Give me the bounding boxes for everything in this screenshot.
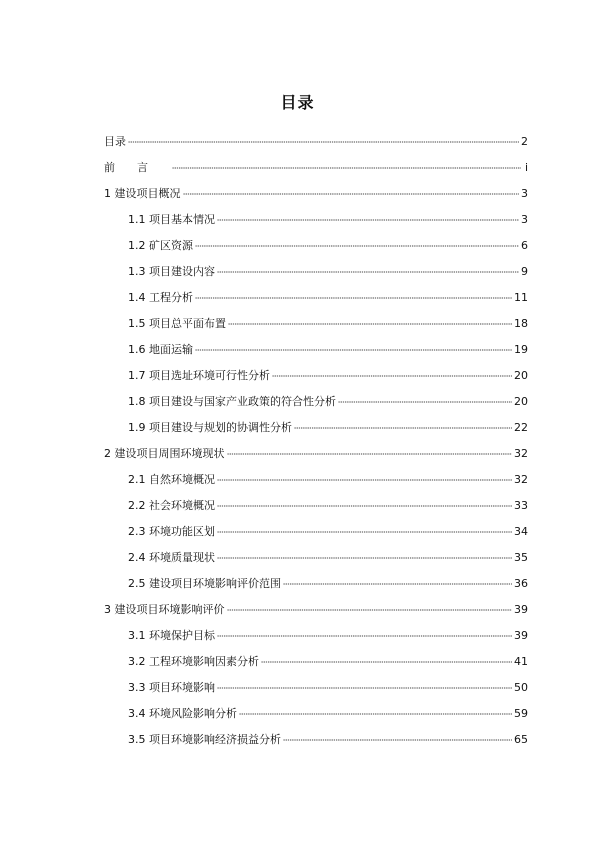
toc-entry-page: 50 <box>514 680 528 694</box>
toc-entry[interactable] <box>104 388 528 414</box>
toc-entry[interactable] <box>104 700 528 726</box>
toc-entry[interactable] <box>104 492 528 518</box>
toc-entry[interactable] <box>104 180 528 206</box>
toc-entry[interactable] <box>104 154 528 180</box>
toc-entry-page: 34 <box>514 524 528 538</box>
dot-leader <box>217 527 512 535</box>
toc-entry-title: 2.1 自然环境概况 <box>128 472 215 486</box>
toc-entry-page: 39 <box>514 602 528 616</box>
toc-entry-title: 3.5 项目环境影响经济损益分析 <box>128 732 281 746</box>
toc-entry-page: 18 <box>514 316 528 330</box>
toc-entry-page: 39 <box>514 628 528 642</box>
dot-leader <box>227 605 513 613</box>
toc-entry-title: 2.5 建设项目环境影响评价范围 <box>128 576 281 590</box>
toc-entry-page: i <box>524 160 528 174</box>
toc-entry-page: 20 <box>514 394 528 408</box>
toc-entry-title: 1.4 工程分析 <box>128 290 193 304</box>
toc-entry-title: 1.3 项目建设内容 <box>128 264 215 278</box>
dot-leader <box>294 423 512 431</box>
dot-leader <box>338 397 512 405</box>
dot-leader <box>172 163 521 171</box>
toc-entry-page: 6 <box>521 238 528 252</box>
toc-entry[interactable] <box>104 284 528 310</box>
toc-entry-page: 33 <box>514 498 528 512</box>
toc-entry[interactable] <box>104 570 528 596</box>
toc-entry[interactable] <box>104 648 528 674</box>
toc-entry-title: 1.9 项目建设与规划的协调性分析 <box>128 420 292 434</box>
toc-entry-page: 35 <box>514 550 528 564</box>
dot-leader <box>217 631 512 639</box>
dot-leader <box>283 735 512 743</box>
dot-leader <box>217 475 512 483</box>
toc-entry[interactable] <box>104 726 528 752</box>
dot-leader <box>217 215 519 223</box>
toc-entry-title: 1.6 地面运输 <box>128 342 193 356</box>
toc-entry-title: 3 建设项目环境影响评价 <box>104 602 225 616</box>
toc-entry-title: 1.7 项目选址环境可行性分析 <box>128 368 270 382</box>
dot-leader <box>227 449 513 457</box>
toc-entry-title: 1.8 项目建设与国家产业政策的符合性分析 <box>128 394 336 408</box>
dot-leader <box>183 189 520 197</box>
toc-entry-title: 3.2 工程环境影响因素分析 <box>128 654 259 668</box>
toc-entry-title: 3.1 环境保护目标 <box>128 628 215 642</box>
dot-leader <box>195 293 512 301</box>
toc-entry-page: 11 <box>514 290 528 304</box>
toc-entry-page: 22 <box>514 420 528 434</box>
toc-entry-page: 32 <box>514 472 528 486</box>
toc-entry[interactable] <box>104 414 528 440</box>
toc-entry-page: 3 <box>521 186 528 200</box>
toc-entry[interactable] <box>104 232 528 258</box>
toc-entry-title: 1.1 项目基本情况 <box>128 212 215 226</box>
toc-entry-title: 1 建设项目概况 <box>104 186 181 200</box>
toc-entry[interactable] <box>104 206 528 232</box>
toc-entry[interactable] <box>104 258 528 284</box>
toc-entry-title: 1.2 矿区资源 <box>128 238 193 252</box>
toc-entry[interactable] <box>104 310 528 336</box>
dot-leader <box>217 683 512 691</box>
toc-entry-title: 2.3 环境功能区划 <box>128 524 215 538</box>
dot-leader <box>283 579 512 587</box>
toc-entry-title: 3.4 环境风险影响分析 <box>128 706 237 720</box>
dot-leader <box>272 371 512 379</box>
dot-leader <box>261 657 512 665</box>
toc-entry[interactable] <box>104 622 528 648</box>
page-title: 目录 <box>280 93 315 112</box>
toc-entry-page: 41 <box>514 654 528 668</box>
toc-entry[interactable] <box>104 362 528 388</box>
toc-entry-page: 3 <box>521 212 528 226</box>
toc-entry-title: 目录 <box>104 134 126 148</box>
toc-entry-page: 9 <box>521 264 528 278</box>
dot-leader <box>195 241 519 249</box>
toc-entry[interactable] <box>104 128 528 154</box>
dot-leader <box>195 345 512 353</box>
toc-entry-title: 2.4 环境质量现状 <box>128 550 215 564</box>
toc-entry-page: 32 <box>514 446 528 460</box>
toc-entry[interactable] <box>104 544 528 570</box>
toc-entry-title: 1.5 项目总平面布置 <box>128 316 226 330</box>
toc-entry-title: 前言 <box>104 160 170 174</box>
toc-entry-title: 2 建设项目周围环境现状 <box>104 446 225 460</box>
toc-entry[interactable] <box>104 440 528 466</box>
table-of-contents <box>104 128 528 752</box>
toc-entry-page: 19 <box>514 342 528 356</box>
toc-entry-title: 2.2 社会环境概况 <box>128 498 215 512</box>
toc-entry-page: 59 <box>514 706 528 720</box>
dot-leader <box>239 709 512 717</box>
toc-entry-page: 65 <box>514 732 528 746</box>
toc-entry[interactable] <box>104 518 528 544</box>
dot-leader <box>217 267 519 275</box>
toc-entry[interactable] <box>104 596 528 622</box>
toc-entry-page: 2 <box>521 134 528 148</box>
toc-entry-page: 36 <box>514 576 528 590</box>
toc-entry[interactable] <box>104 674 528 700</box>
toc-entry-page: 20 <box>514 368 528 382</box>
toc-entry[interactable] <box>104 466 528 492</box>
dot-leader <box>217 501 512 509</box>
dot-leader <box>228 319 512 327</box>
dot-leader <box>128 137 519 145</box>
dot-leader <box>217 553 512 561</box>
toc-entry[interactable] <box>104 336 528 362</box>
toc-entry-title: 3.3 项目环境影响 <box>128 680 215 694</box>
